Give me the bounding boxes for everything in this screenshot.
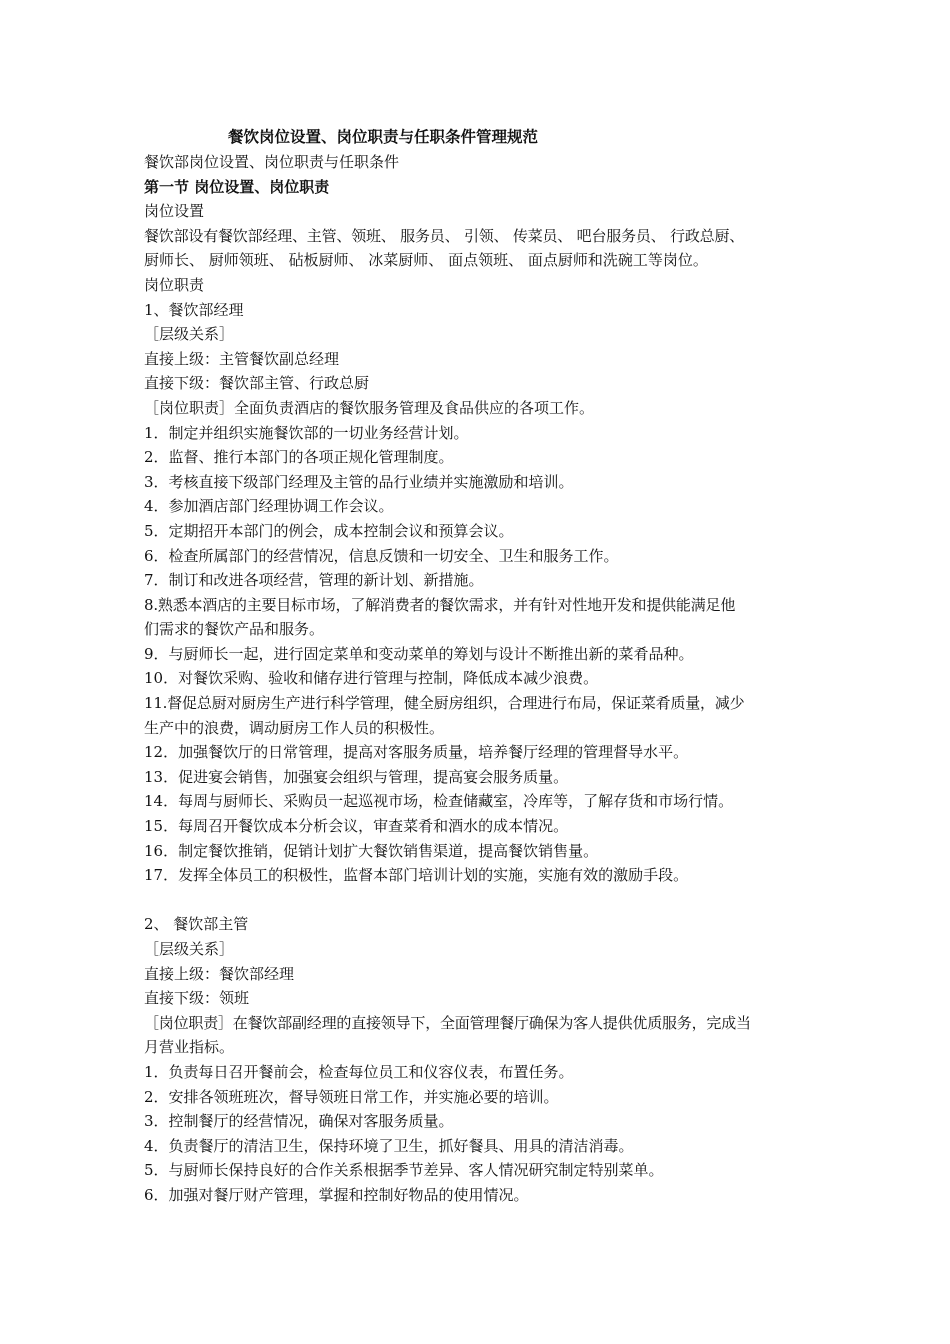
duty-item: 们需求的餐饮产品和服务。: [144, 620, 325, 639]
duty-item: 2．监督、推行本部门的各项正规化管理制度。: [144, 448, 454, 467]
duty-item: 6．加强对餐厅财产管理，掌握和控制好物品的使用情况。: [144, 1185, 529, 1204]
duty-item: 3．控制餐厅的经营情况，确保对客服务质量。: [144, 1112, 454, 1131]
role-title: 1、餐饮部经理: [144, 300, 244, 319]
role-title: 2、 餐饮部主管: [144, 915, 249, 934]
duty-item: 3．考核直接下级部门经理及主管的品行业绩并实施激励和培训。: [144, 472, 574, 491]
duty-item: 12．加强餐饮厅的日常管理，提高对客服务质量，培养餐厅经理的管理督导水平。: [144, 743, 689, 762]
duties-heading: 岗位职责: [144, 275, 205, 294]
section-heading: 第一节 岗位设置、岗位职责: [144, 177, 330, 196]
duty-item: 11.督促总厨对厨房生产进行科学管理，健全厨房组织，合理进行布局，保证菜肴质量，减少: [144, 694, 745, 713]
duty-intro: ［岗位职责］全面负责酒店的餐饮服务管理及食品供应的各项工作。: [144, 398, 595, 417]
duty-item: 2．安排各领班班次，督导领班日常工作，并实施必要的培训。: [144, 1087, 559, 1106]
document-title: 餐饮岗位设置、岗位职责与任职条件管理规范: [228, 128, 539, 146]
direct-subordinate: 直接下级：领班: [144, 989, 250, 1008]
document-subtitle: 餐饮部岗位设置、岗位职责与任职条件: [144, 153, 400, 171]
duty-item: 1．负责每日召开餐前会，检查每位员工和仪容仪表，布置任务。: [144, 1062, 574, 1081]
duty-item: 9．与厨师长一起，进行固定菜单和变动菜单的筹划与设计不断推出新的菜肴品种。: [144, 644, 694, 663]
duty-item: 6．检查所属部门的经营情况，信息反馈和一切安全、卫生和服务工作。: [144, 546, 619, 565]
duty-item: 15．每周召开餐饮成本分析会议，审查菜肴和酒水的成本情况。: [144, 817, 569, 836]
duty-item: 生产中的浪费，调动厨房工作人员的积极性。: [144, 718, 445, 737]
duty-intro: 月营业指标。: [144, 1038, 235, 1057]
duty-item: 16．制定餐饮推销，促销计划扩大餐饮销售渠道，提高餐饮销售量。: [144, 841, 599, 860]
duty-item: 13．促进宴会销售，加强宴会组织与管理，提高宴会服务质量。: [144, 767, 569, 786]
direct-superior: 直接上级：主管餐饮副总经理: [144, 349, 340, 368]
duty-item: 17．发挥全体员工的积极性，监督本部门培训计划的实施，实施有效的激励手段。: [144, 866, 689, 885]
direct-superior: 直接上级：餐饮部经理: [144, 964, 295, 983]
duty-item: 1．制定并组织实施餐饮部的一切业务经营计划。: [144, 423, 469, 442]
duty-item: 8.熟悉本酒店的主要目标市场，了解消费者的餐饮需求，并有针对性地开发和提供能满足他: [144, 595, 736, 614]
setup-heading: 岗位设置: [144, 202, 205, 221]
duty-item: 14．每周与厨师长、采购员一起巡视市场，检查储藏室，冷库等，了解存货和市场行情。: [144, 792, 734, 811]
duty-item: 5．与厨师长保持良好的合作关系根据季节差异、客人情况研究制定特别菜单。: [144, 1161, 664, 1180]
setup-text-line: 厨师长、 厨师领班、 砧板厨师、 冰菜厨师、 面点领班、 面点厨师和洗碗工等岗位。: [144, 251, 708, 270]
paragraph-gap: [144, 888, 816, 913]
setup-text-line: 餐饮部设有餐饮部经理、主管、领班、 服务员、 引领、 传菜员、 吧台服务员、 行政总厨、: [144, 226, 745, 245]
duty-item: 5．定期招开本部门的例会，成本控制会议和预算会议。: [144, 521, 514, 540]
duty-item: 4．负责餐厅的清洁卫生，保持环境了卫生，抓好餐具、用具的清洁消毒。: [144, 1136, 634, 1155]
hierarchy-label: ［层级关系］: [144, 940, 235, 958]
duty-item: 10．对餐饮采购、验收和储存进行管理与控制，降低成本减少浪费。: [144, 669, 599, 688]
direct-subordinate: 直接下级：餐饮部主管、行政总厨: [144, 374, 370, 393]
document-body: [144, 150, 816, 1208]
hierarchy-label: ［层级关系］: [144, 325, 235, 344]
duty-intro: ［岗位职责］在餐饮部副经理的直接领导下，全面管理餐厅确保为客人提供优质服务，完成当: [144, 1013, 751, 1032]
duty-item: 4．参加酒店部门经理协调工作会议。: [144, 497, 394, 516]
duty-item: 7．制订和改进各项经营，管理的新计划、新措施。: [144, 571, 484, 590]
